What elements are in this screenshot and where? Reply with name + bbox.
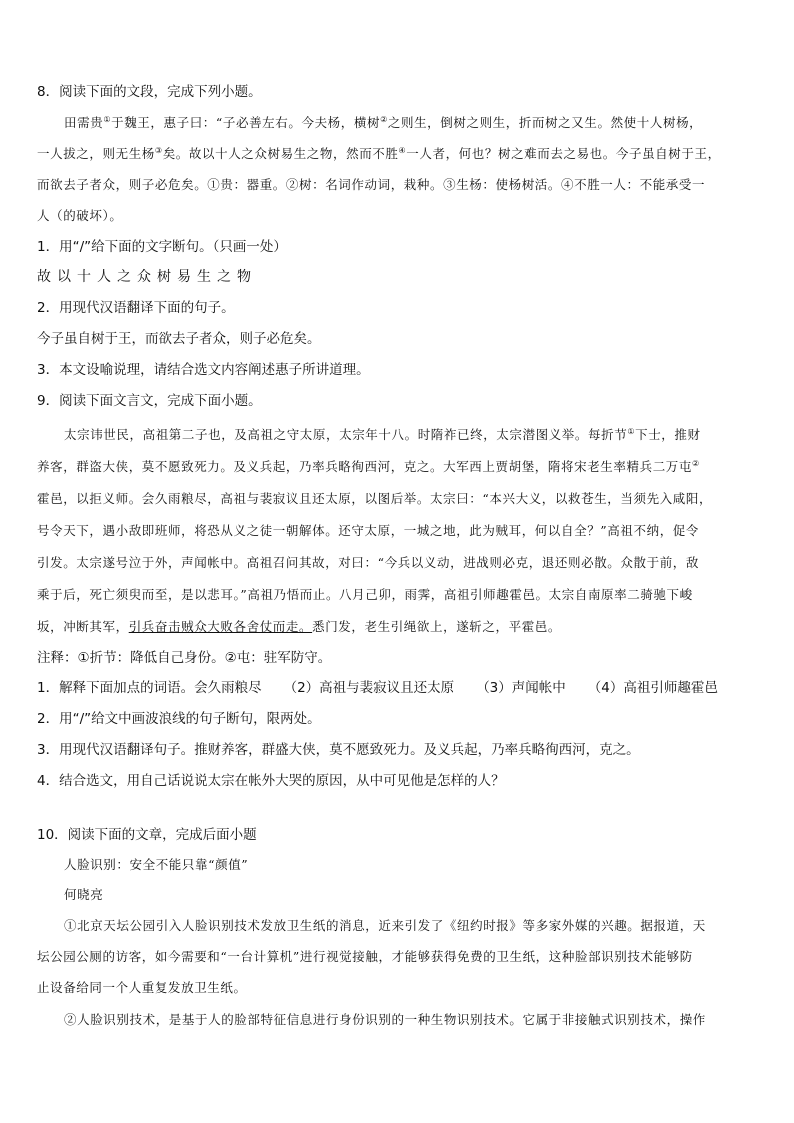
q9-passage-line-6: 乘于后，死亡须臾而至，是以悲耳。”高祖乃悟而止。八月己卯，雨霁，高祖引师趣霍邑。太宗自南原率二骑驰下峻	[37, 587, 693, 602]
article-p1-line-1: ①北京天坛公园引入人脸识别技术发放卫生纸的消息，近来引发了《纽约时报》等多家外媒的兴趣。据报道，天	[64, 918, 706, 933]
article-author: 何晓亮	[64, 887, 104, 902]
q9-question-1: 1．解释下面加点的词语。会久雨粮尽 （2）高祖与裴寂议且还太原 （3）声闻帐中 （4）高祖引师趣霍邑	[37, 680, 718, 696]
q8-passage-line-3: 而欲去子者众，则子必危矣。①贵：器重。②树：名词作动词，栽种。③生杨：使杨树活。④不胜一人：不能承受一	[37, 177, 706, 192]
article-p2-line-1: ②人脸识别技术，是基于人的脸部特征信息进行身份识别的一种生物识别技术。它属于非接触式识别技术，操作	[64, 1012, 706, 1027]
article-p1-line-3: 止设备给同一个人重复发放卫生纸。	[37, 980, 247, 995]
article-title: 人脸识别：安全不能只靠“颜值”	[64, 857, 249, 872]
q9-passage-line-1: 太宗讳世民，高祖第二子也，及高祖之守太原，太宗年十八。时隋祚已终，太宗潜图义举。每折节①下士，推财	[64, 427, 701, 442]
q9-question-3: 3．用现代汉语翻译句子。推财养客，群盛大侠，莫不愿致死力。及义兵起，乃率兵略徇西河，克之。	[37, 742, 640, 758]
q8-question-1: 1．用“/”给下面的文字断句。（只画一处）	[37, 239, 287, 255]
q9-question-2: 2．用“/”给文中画波浪线的句子断句，限两处。	[37, 711, 321, 727]
q8-passage-line-4: 人（的破坏）。	[37, 208, 123, 223]
q10-heading: 10．阅读下面的文章，完成后面小题	[37, 827, 257, 843]
q8-question-1-text: 故以十人之众树易生之物	[37, 269, 257, 285]
q8-question-2-text: 今子虽自树于王，而欲去子者众，则子必危矣。	[37, 331, 321, 347]
article-p1-line-2: 坛公园公厕的访客，如今需要和“一台计算机”进行视觉接触，才能够获得免费的卫生纸，这种脸部识别技术能够防	[37, 949, 693, 964]
q8-passage-line-2: 一人拔之，则无生杨③矣。故以十人之众树易生之物，然而不胜④一人者，何也？树之难而去之易也。今子虽自树于王，	[37, 146, 721, 161]
q8-question-2: 2．用现代汉语翻译下面的句子。	[37, 300, 235, 316]
q9-passage-line-3: 霍邑，以拒义师。会久雨粮尽，高祖与裴寂议且还太原，以图后举。太宗曰：“本兴大义，以救苍生，当须先入咸阳，	[37, 491, 713, 506]
q8-heading: 8．阅读下面的文段，完成下列小题。	[37, 84, 262, 100]
wavy-underlined-sentence: 引兵奋击贼众大败各舍仗而走。	[128, 619, 313, 634]
q9-passage-line-7: 坂，冲断其军，引兵奋击贼众大败各舍仗而走。悉门发，老生引绳欲上，遂斩之，平霍邑。	[37, 619, 562, 634]
q9-passage-line-5: 引发。太宗遂号泣于外，声闻帐中。高祖召问其故，对曰：“今兵以义动，进战则必克，退还则必散。众散于前，敌	[37, 555, 699, 570]
q9-question-4: 4．结合选文，用自己话说说太宗在帐外大哭的原因，从中可见他是怎样的人？	[37, 773, 505, 789]
q9-passage-line-4: 号令天下，遇小敌即班师，将恐从义之徒一朝解体。还守太原，一城之地，此为贼耳，何以自全？”高祖不纳，促令	[37, 523, 699, 538]
q9-passage-line-2: 养客，群盗大侠，莫不愿致死力。及义兵起，乃率兵略徇西河，克之。大军西上贾胡堡，隋将宋老生率精兵二万屯②	[37, 459, 700, 474]
q9-heading: 9．阅读下面文言文，完成下面小题。	[37, 393, 262, 409]
q8-passage-line-1: 田需贵①于魏王，惠子曰：“子必善左右。今夫杨，横树②之则生，倒树之则生，折而树之又生。然使十人树杨，	[64, 115, 703, 130]
q8-question-3: 3．本文设喻说理，请结合选文内容阐述惠子所讲道理。	[37, 362, 370, 378]
q9-notes: 注释：①折节：降低自己身份。②屯：驻军防守。	[37, 650, 332, 666]
